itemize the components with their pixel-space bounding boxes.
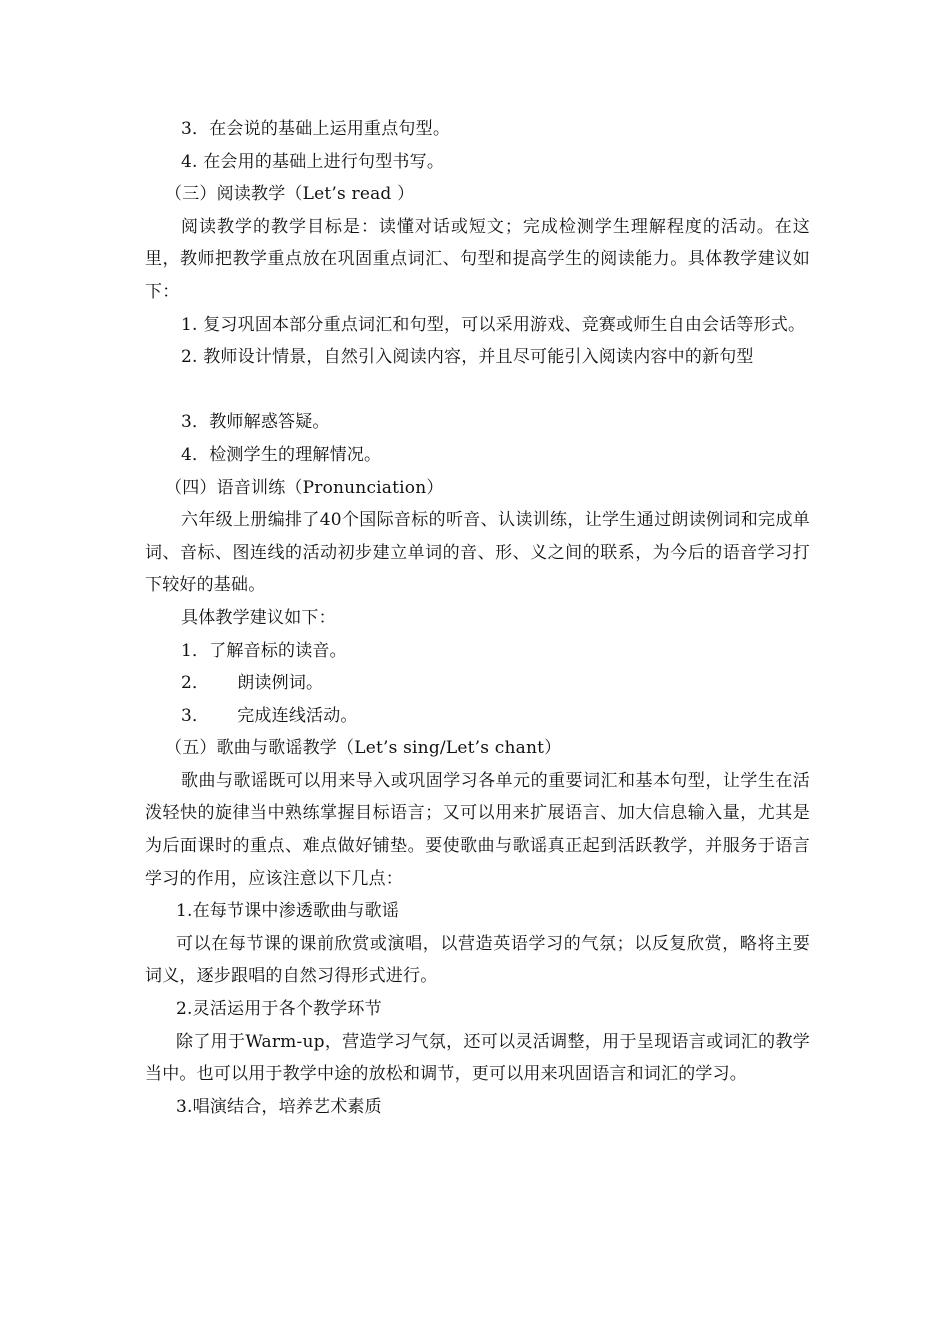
paragraph: 六年级上册编排了40个国际音标的听音、认读训练，让学生通过朗读例词和完成单词、音标、图连线的活动初步建立单词的音、形、义之间的联系，为今后的语音学习打下较好的基础。 bbox=[145, 510, 810, 596]
sub-heading: 3.唱演结合，培养艺术素质 bbox=[176, 1096, 382, 1117]
section-heading: （三）阅读教学（Let’s read ） bbox=[165, 184, 415, 205]
list-item: 1．了解音标的读音。 bbox=[181, 640, 347, 661]
list-text: 完成连线活动。 bbox=[237, 705, 358, 726]
paragraph: 除了用于Warm-up，营造学习气氛，还可以灵活调整，用于呈现语言或词汇的教学当中。也可以用于教学中途的放松和调节，更可以用来巩固语言和词汇的学习。 bbox=[145, 1031, 810, 1085]
list-item bbox=[145, 700, 810, 733]
blank-line bbox=[145, 374, 810, 407]
sub-heading: 2.灵活运用于各个教学环节 bbox=[176, 999, 382, 1020]
section-heading: （四）语音训练（Pronunciation） bbox=[165, 477, 444, 498]
paragraph: 歌曲与歌谣既可以用来导入或巩固学习各单元的重要词汇和基本句型，让学生在活泼轻快的旋律当中熟练掌握目标语言；又可以用来扩展语言、加大信息输入量，尤其是为后面课时的重点、难点做好铺垫。要使歌曲与歌谣真正起到活跃教学，并服务于语言学习的作用，应该注意以下几点： bbox=[145, 770, 810, 889]
list-item: 3．教师解惑答疑。 bbox=[181, 412, 330, 433]
document-body bbox=[145, 113, 810, 1123]
paragraph: 阅读教学的教学目标是：读懂对话或短文；完成检测学生理解程度的活动。在这里，教师把教学重点放在巩固重点词汇、句型和提高学生的阅读能力。具体教学建议如下： bbox=[145, 216, 810, 302]
list-number: 2． bbox=[181, 673, 210, 694]
list-text: 朗读例词。 bbox=[237, 673, 324, 694]
list-item: 3．在会说的基础上运用重点句型。 bbox=[181, 119, 451, 139]
section-heading: （五）歌曲与歌谣教学（Let’s sing/Let’s chant） bbox=[165, 738, 562, 759]
list-item: 4. 在会用的基础上进行句型书写。 bbox=[181, 151, 445, 172]
list-item: 4．检测学生的理解情况。 bbox=[181, 444, 382, 465]
list-number: 3． bbox=[181, 705, 210, 726]
list-item: 1. 复习巩固本部分重点词汇和句型，可以采用游戏、竞赛或师生自由会话等形式。 bbox=[181, 314, 806, 335]
paragraph: 具体教学建议如下： bbox=[181, 607, 336, 628]
paragraph: 可以在每节课的课前欣赏或演唱，以营造英语学习的气氛；以反复欣赏，略将主要词义，逐步跟唱的自然习得形式进行。 bbox=[145, 933, 810, 987]
list-item bbox=[145, 667, 810, 700]
sub-heading: 1.在每节课中渗透歌曲与歌谣 bbox=[176, 901, 400, 922]
list-item: 2. 教师设计情景，自然引入阅读内容，并且尽可能引入阅读内容中的新句型 bbox=[181, 347, 754, 368]
